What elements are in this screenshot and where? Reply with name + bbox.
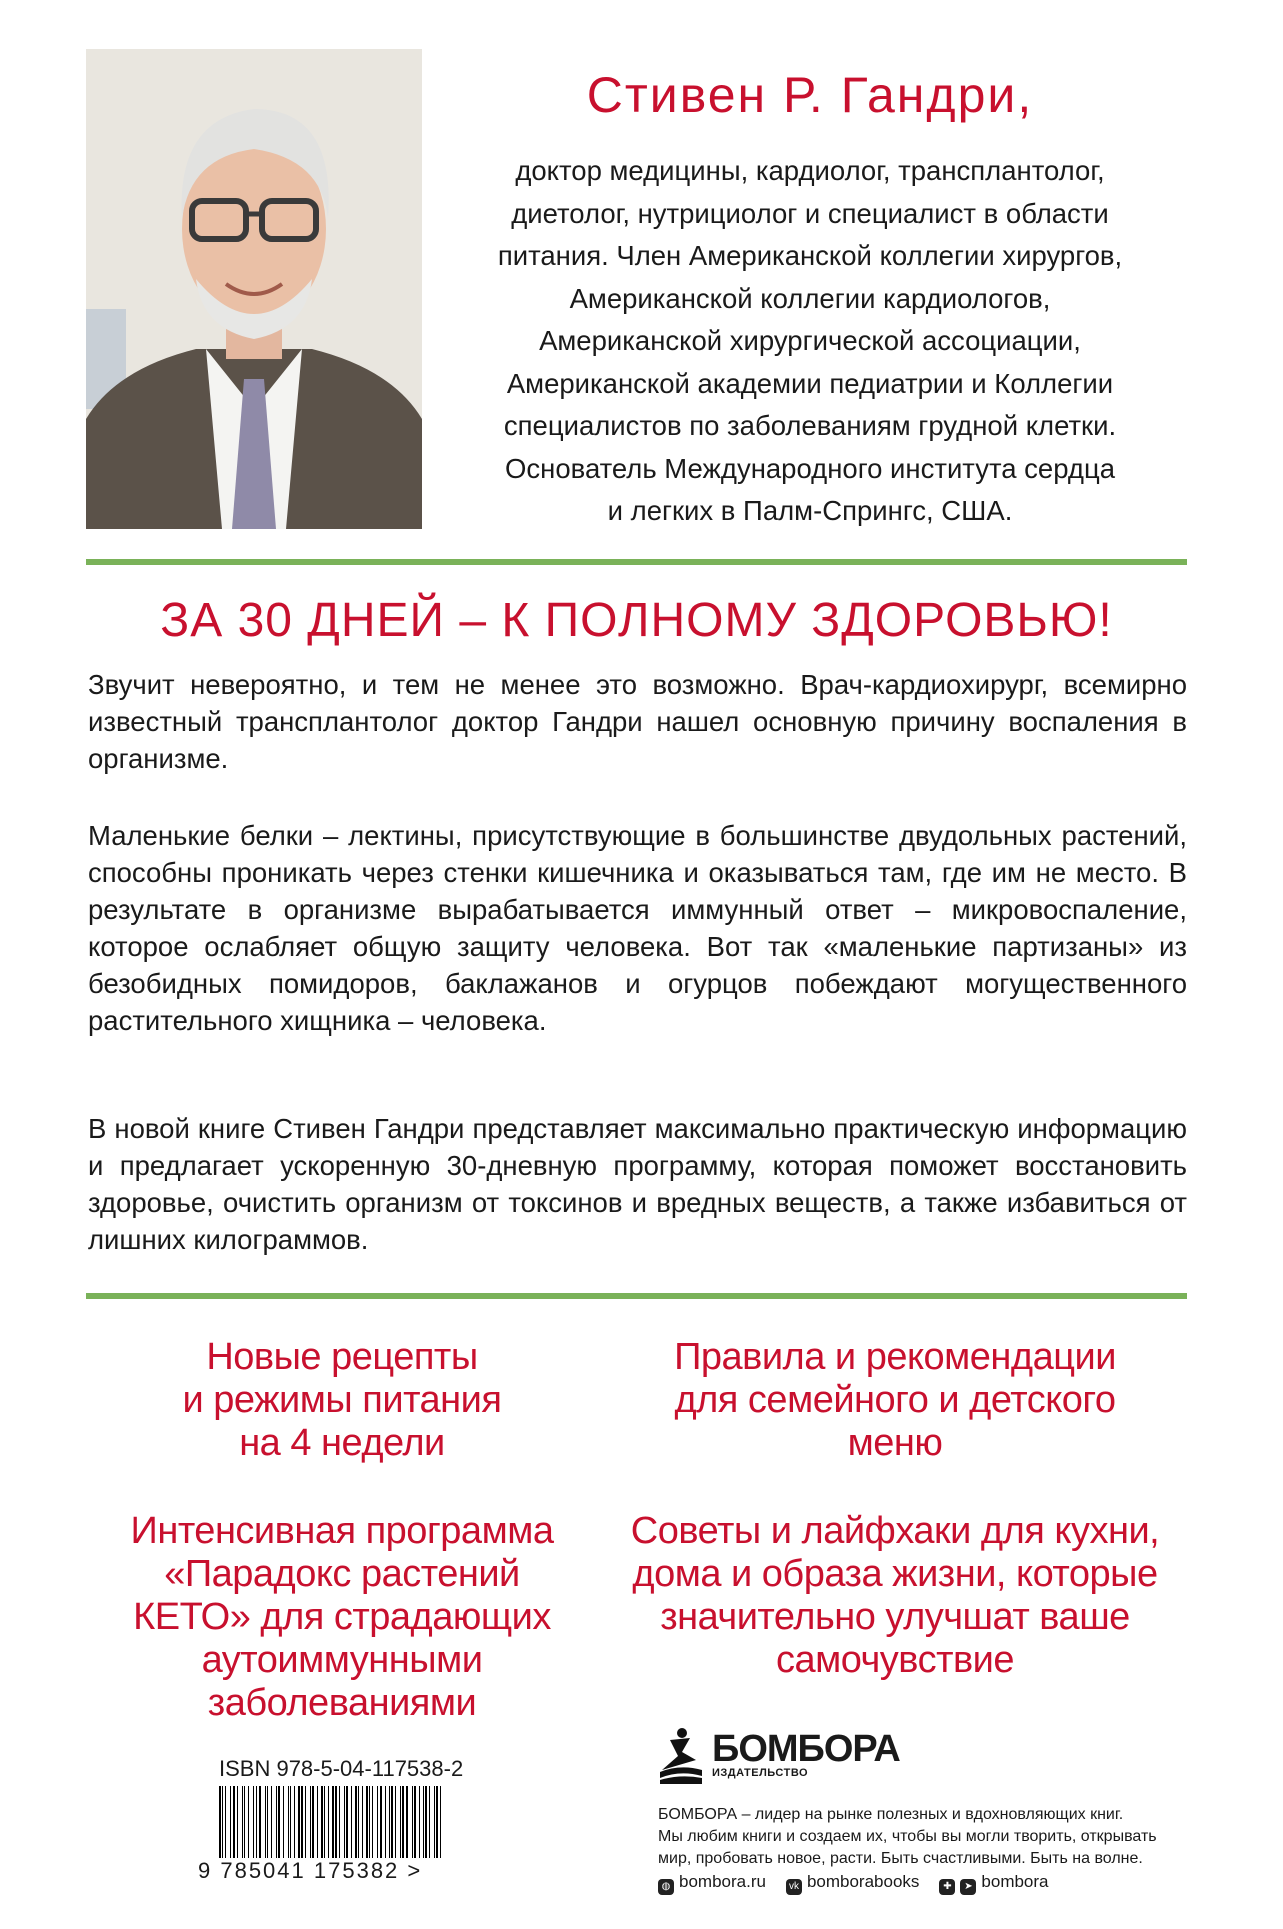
feature-family-menu [610,1336,1180,1465]
barcode-bar [328,1786,329,1858]
barcode-bar [276,1786,277,1858]
barcode-bar [339,1786,340,1858]
barcode-bar [362,1786,363,1858]
barcode-bar [301,1786,303,1858]
barcode-bar [317,1786,318,1858]
barcode-bar [312,1786,314,1858]
bio-line: Основатель Международного института сердца [505,452,1115,484]
barcode-bar [219,1786,221,1858]
bio-line: специалистов по заболеваниям грудной клетки. [503,410,1117,441]
link-website[interactable] [658,1872,766,1895]
barcode-bar [294,1786,295,1858]
barcode-bar [253,1786,255,1858]
barcode-bar [369,1786,370,1858]
barcode-bar [344,1786,345,1858]
author-photo [86,49,422,529]
barcode-bar [355,1786,357,1858]
paragraph: В новой книге Стивен Гандри представляет максимально практическую информацию и предлагает ускоренную 30-дневную программу, которая поможет восстановить здоровье, очистить организм от токсинов и вредных веществ, а также избавиться от лишних килограммов. [88,1113,1187,1255]
feature-line: Советы и лайфхаки для кухни, [630,1510,1160,1552]
about-line: мир, пробовать новое, расти. Быть счастливыми. Быть на волне. [658,1850,1143,1867]
publisher-about [658,1804,1198,1870]
barcode-bar [335,1786,337,1858]
barcode-bar [271,1786,273,1858]
feature-line: Интенсивная программа [130,1510,554,1552]
barcode-bar [412,1786,413,1858]
isbn: ISBN 978-5-04-117538-2 [219,1756,464,1781]
barcode-bar [351,1786,352,1858]
barcode-bar [225,1786,226,1858]
about-line: БОМБОРА – лидер на рынке полезных и вдохновляющих книг. [658,1806,1124,1823]
feature-line: КЕТО» для страдающих [133,1596,551,1638]
bio-line: диетолог, нутрициолог и специалист в области [511,197,1109,229]
link-label: bombora [981,1872,1049,1891]
vk-icon: vk [786,1879,802,1895]
barcode-bar [321,1786,323,1858]
feature-lifehacks [600,1510,1190,1682]
feature-line: меню [847,1422,943,1464]
publisher-subtitle: ИЗДАТЕЛЬСТВО [712,1767,809,1779]
feature-line: «Парадокс растений [164,1553,520,1595]
barcode-bar [256,1786,257,1858]
barcode-bar [419,1786,420,1858]
barcode-bar [298,1786,300,1858]
barcode-bar [248,1786,250,1858]
publisher-name: БОМБОРА [712,1728,900,1770]
bio-line: и легких в Палм-Спрингс, США. [607,495,1013,526]
feature-line: аутоиммунными [201,1639,483,1681]
barcode-bar [425,1786,427,1858]
barcode-bar [385,1786,386,1858]
feature-line: значительно улучшат ваше [660,1596,1130,1638]
barcode-bar [233,1786,235,1858]
barcode-bar [414,1786,416,1858]
barcode-bar [406,1786,408,1858]
barcode-bar [440,1786,441,1858]
feature-line: заболеваниями [207,1682,477,1724]
barcode-bar [288,1786,289,1858]
barcode-bar [346,1786,348,1858]
barcode-bar [230,1786,232,1858]
telegram-icon: ➤ [960,1879,976,1895]
author-name: Стивен Р. Гандри, [586,67,1034,123]
feature-line: и режимы питания [182,1379,502,1421]
barcode-bar [358,1786,359,1858]
barcode-bar [278,1786,280,1858]
bombora-figure-icon [656,1726,704,1784]
barcode-bar [366,1786,368,1858]
barcode-bar [395,1786,396,1858]
barcode-bar [305,1786,306,1858]
barcode-bar [324,1786,325,1858]
barcode-bar [402,1786,404,1858]
globe-icon: ◍ [658,1879,674,1895]
feature-line: самочувствие [775,1639,1015,1681]
barcode-bar [436,1786,438,1858]
headline: ЗА 30 ДНЕЙ – К ПОЛНОМУ ЗДОРОВЬЮ! [160,594,1113,647]
link-label: bomborabooks [806,1872,920,1891]
barcode-bar [391,1786,393,1858]
link-vk[interactable] [786,1872,919,1895]
barcode-bar [429,1786,430,1858]
feature-line: дома и образа жизни, которые [632,1553,1158,1595]
barcode-bar [290,1786,291,1858]
bio-line: доктор медицины, кардиолог, трансплантолог, [515,155,1105,186]
bio-line: Американской коллегии кардиологов, [569,282,1051,314]
barcode-bar [372,1786,373,1858]
divider [86,559,1187,565]
barcode-bar [283,1786,285,1858]
barcode-bar [400,1786,401,1858]
about-line: Мы любим книги и создаем их, чтобы вы могли творить, открывать [658,1828,1157,1845]
barcode-digits: 9 785041 175382 > [198,1858,423,1883]
barcode-bar [423,1786,424,1858]
bio-line: питания. Член Американской коллегии хирургов, [497,240,1123,271]
barcode-bar [377,1786,379,1858]
barcode-bar [332,1786,334,1858]
barcode-bar [244,1786,245,1858]
barcode-bar [310,1786,311,1858]
author-bio [430,150,1190,533]
barcode-bar [222,1786,223,1858]
divider [86,1293,1187,1299]
barcode [219,1786,445,1858]
barcode-bar [434,1786,435,1858]
plus-icon: ✚ [939,1879,955,1895]
paragraph: Звучит невероятно, и тем не менее это возможно. Врач-кардиохирург, всемирно известный трансплантолог доктор Гандри нашел основную причину воспаления в организме. [88,669,1187,774]
feature-line: для семейного и детского [674,1379,1116,1421]
barcode-bar [380,1786,382,1858]
feature-line: Новые рецепты [206,1336,478,1378]
feature-keto-program [56,1510,628,1725]
paragraph: Маленькие белки – лектины, присутствующие в большинстве двудольных растений, способны проникать через стенки кишечника и оказываться там, где им не место. В результате в организме вырабатывается иммунный ответ – микровоспаление, которое ослабляет общую защиту человека. Вот так «маленькие партизаны» из безобидных помидоров, баклажанов и огурцов побеждают могущественного растительного хищника – человека. [88,820,1187,1036]
barcode-bar [237,1786,238,1858]
barcode-bar [265,1786,266,1858]
bio-line: Американской хирургической ассоциации, [539,325,1081,356]
publisher-logo [656,1726,900,1784]
feature-line: на 4 недели [239,1422,445,1464]
barcode-bar [259,1786,261,1858]
link-label: bombora.ru [679,1872,766,1891]
barcode-bar [267,1786,268,1858]
link-social[interactable] [939,1872,1048,1895]
barcode-bar [389,1786,390,1858]
feature-line: Правила и рекомендации [674,1336,1116,1378]
feature-recipes [66,1336,618,1465]
barcode-bar [242,1786,243,1858]
publisher-links [658,1872,1049,1895]
bio-line: Американской академии педиатрии и Коллегии [506,367,1114,399]
